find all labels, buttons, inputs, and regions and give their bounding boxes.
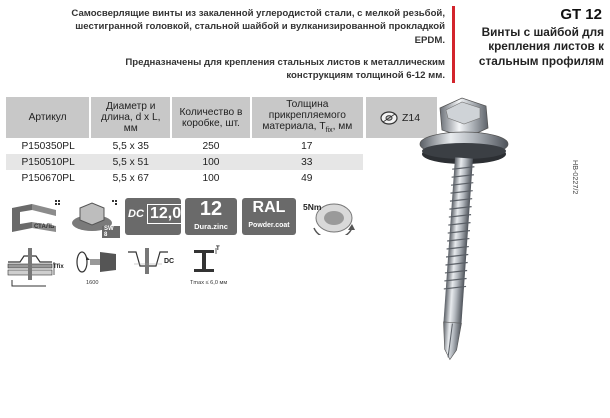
table-cell: P150510PL <box>6 154 90 170</box>
table-cell: 100 <box>171 154 250 170</box>
column-header: Количество в коробке, шт. <box>171 97 250 138</box>
durazinc-badge <box>185 198 237 235</box>
torque-label: 5Nm <box>303 202 322 212</box>
tfix-diagram <box>6 244 66 290</box>
table-row <box>6 138 363 154</box>
ral-label: Powder.coat <box>248 222 290 229</box>
description-paragraph: Самосверлящие винты из закаленной углеродистой стали, с мелкой резьбой, шестигранной головкой, стальной шайбой и вулканизированной прокладкой EPDM. <box>71 8 445 46</box>
table-header-row <box>6 97 363 138</box>
ral-badge <box>242 198 296 235</box>
spec-table <box>6 97 363 186</box>
table-row <box>6 170 363 186</box>
t-label: T <box>216 246 220 252</box>
product-subtitle: Винты с шайбой для крепления листов к стальным профилям <box>478 25 604 68</box>
table-cell: P150670PL <box>21 172 75 184</box>
table-cell: 17 <box>301 140 313 152</box>
table-row <box>6 154 363 170</box>
product-description <box>70 7 445 82</box>
drill-speed-diagram <box>74 246 118 290</box>
rpm-label: 1600 <box>86 280 99 286</box>
dc-badge <box>125 198 181 235</box>
torque-icon <box>302 198 358 235</box>
accent-divider <box>452 6 455 83</box>
table-cell: 100 <box>202 172 220 184</box>
table-cell: P150350PL <box>21 140 75 152</box>
hex-head-icon <box>68 198 120 238</box>
table-cell: 250 <box>202 140 220 152</box>
steel-label: СТАЛЬ <box>34 224 55 230</box>
column-header: Диаметр и длина, d x L, мм <box>90 97 171 138</box>
model-title: GT 12 <box>560 6 602 23</box>
durazinc-label: Dura.zinc <box>194 222 228 231</box>
table-cell: 5,5 x 35 <box>112 140 149 152</box>
side-code: HB-0227/2 <box>571 160 580 195</box>
table-cell: 5,5 x 67 <box>112 172 149 184</box>
durazinc-number: 12 <box>199 198 223 220</box>
beam-thickness-diagram <box>190 246 250 292</box>
coating-label: Z14 <box>402 112 421 124</box>
table-cell: 5,5 x 51 <box>90 154 171 170</box>
table-cell: 33 <box>251 154 363 170</box>
screw-image <box>400 88 525 363</box>
table-cell: 49 <box>301 172 313 184</box>
dc-diagram <box>126 244 182 284</box>
tfix-label: Tfix <box>53 264 64 270</box>
steel-profile-icon <box>8 198 63 235</box>
tmax-note: Tmax ≤ 6,0 мм <box>190 280 228 286</box>
dc-diagram-label: DC <box>164 258 175 265</box>
column-header: Толщина прикрепляемого материала, $T_{fix}$, мм <box>251 97 363 138</box>
description-paragraph: Предназначены для крепления стальных листов к металлическим конструкциям толщиной 6-12 мм. <box>125 56 445 82</box>
dc-value: 12,0 <box>147 204 184 224</box>
ral-text: RAL <box>252 199 286 216</box>
dc-prefix: DC <box>128 208 144 220</box>
sw-label: SW 8 <box>102 226 120 238</box>
washer-icon <box>379 108 399 128</box>
column-header: Артикул <box>6 97 90 138</box>
